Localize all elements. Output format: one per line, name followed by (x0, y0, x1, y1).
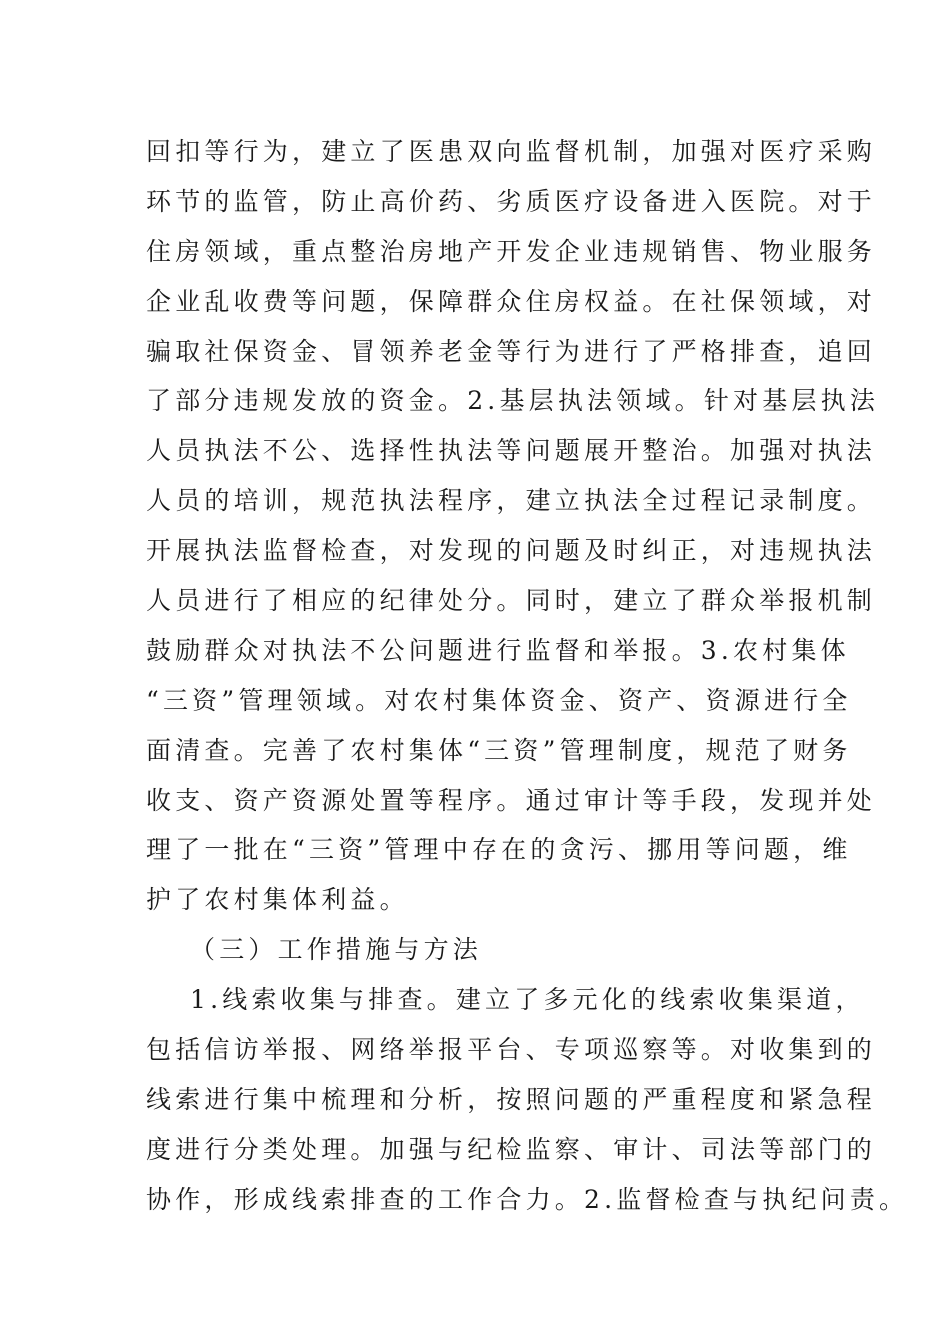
paragraph-line: 企业乱收费等问题，保障群众住房权益。在社保领域，对 (146, 287, 877, 316)
section-heading: （三）工作措施与方法 (190, 935, 483, 964)
paragraph-line: 1.线索收集与排查。建立了多元化的线索收集渠道， (190, 985, 865, 1014)
paragraph-line: 鼓励群众对执法不公问题进行监督和举报。3.农村集体 (146, 636, 850, 665)
paragraph-line: 环节的监管，防止高价药、劣质医疗设备进入医院。对于 (146, 187, 877, 216)
paragraph-line: 度进行分类处理。加强与纪检监察、审计、司法等部门的 (146, 1135, 877, 1164)
paragraph-line: 回扣等行为，建立了医患双向监督机制，加强对医疗采购 (146, 137, 877, 166)
paragraph-line: 骗取社保资金、冒领养老金等行为进行了严格排查，追回 (146, 337, 877, 366)
paragraph-line: 理了一批在“三资”管理中存在的贪污、挪用等问题，维 (146, 835, 852, 864)
paragraph-line: 人员执法不公、选择性执法等问题展开整治。加强对执法 (146, 436, 877, 465)
paragraph-line: 开展执法监督检查，对发现的问题及时纠正，对违规执法 (146, 536, 877, 565)
paragraph-line: 协作，形成线索排查的工作合力。2.监督检查与执纪问责。 (146, 1185, 909, 1214)
paragraph-line: 住房领域，重点整治房地产开发企业违规销售、物业服务 (146, 237, 877, 266)
paragraph-line: 收支、资产资源处置等程序。通过审计等手段，发现并处 (146, 786, 877, 815)
paragraph-line: 线索进行集中梳理和分析，按照问题的严重程度和紧急程 (146, 1085, 877, 1114)
paragraph-line: 包括信访举报、网络举报平台、专项巡察等。对收集到的 (146, 1035, 877, 1064)
paragraph-line: 人员的培训，规范执法程序，建立执法全过程记录制度。 (146, 486, 877, 515)
paragraph-line: “三资”管理领域。对农村集体资金、资产、资源进行全 (146, 686, 852, 715)
paragraph-line: 面清查。完善了农村集体“三资”管理制度，规范了财务 (146, 736, 852, 765)
paragraph-line: 人员进行了相应的纪律处分。同时，建立了群众举报机制 (146, 586, 877, 615)
paragraph-line: 了部分违规发放的资金。2.基层执法领域。针对基层执法 (146, 386, 880, 415)
paragraph-line: 护了农村集体利益。 (146, 885, 409, 914)
